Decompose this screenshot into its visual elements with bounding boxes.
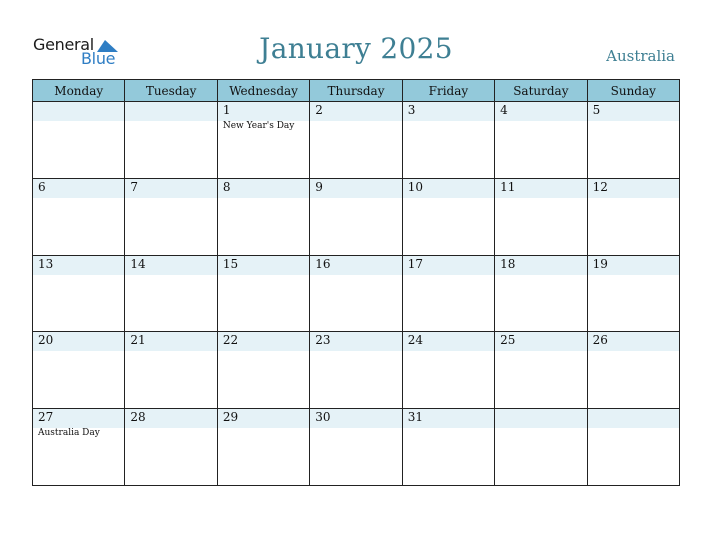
- day-cell: [495, 256, 587, 333]
- day-number: 18: [500, 256, 516, 271]
- day-cell: [588, 256, 680, 333]
- day-cell: [495, 332, 587, 409]
- day-number: 3: [407, 103, 416, 117]
- day-number: 28: [130, 410, 146, 425]
- country-label: Australia: [606, 47, 675, 65]
- day-number: 12: [592, 179, 608, 194]
- day-cell: [33, 409, 125, 486]
- day-number: 20: [38, 333, 54, 348]
- day-number: 11: [500, 179, 516, 194]
- day-cell: [495, 179, 587, 256]
- day-cell: [310, 332, 402, 409]
- day-cell: [588, 332, 680, 409]
- day-number: 13: [38, 256, 54, 271]
- day-number: 1: [222, 103, 231, 117]
- holiday-label: New Year's Day: [222, 121, 295, 131]
- day-number: 31: [407, 410, 423, 425]
- day-cell: [218, 409, 310, 486]
- weekday-header: Saturday: [495, 80, 587, 102]
- day-cell: [403, 332, 495, 409]
- day-cell: [403, 256, 495, 333]
- date-band: [33, 102, 124, 121]
- day-cell: [218, 332, 310, 409]
- day-number: 19: [592, 256, 608, 271]
- day-number: 10: [407, 179, 423, 194]
- day-cell: [33, 256, 125, 333]
- weekday-header: Monday: [33, 80, 125, 102]
- day-cell: [125, 256, 217, 333]
- day-cell: [588, 409, 680, 486]
- day-number: 14: [130, 256, 146, 271]
- day-number: 29: [222, 410, 239, 425]
- weekday-header: Friday: [403, 80, 495, 102]
- day-number: 5: [592, 103, 601, 117]
- day-number: 24: [407, 333, 423, 348]
- date-band: [218, 179, 309, 198]
- date-band: [495, 102, 586, 121]
- date-band: [403, 102, 494, 121]
- date-band: [588, 102, 679, 121]
- holiday-label: Australia Day: [38, 428, 100, 439]
- day-cell: [310, 409, 402, 486]
- day-number: 22: [222, 333, 239, 348]
- logo-general-text: General: [33, 35, 94, 54]
- day-number: 15: [222, 256, 239, 271]
- day-number: 26: [592, 333, 608, 348]
- weekday-header: Tuesday: [125, 80, 217, 102]
- date-band: [33, 179, 124, 198]
- day-cell: [125, 102, 217, 179]
- day-cell: [310, 102, 402, 179]
- day-cell: [125, 409, 217, 486]
- day-cell: [495, 102, 587, 179]
- day-cell: [403, 409, 495, 486]
- day-cell: [310, 256, 402, 333]
- weekday-header: Wednesday: [218, 80, 310, 102]
- day-cell: [33, 102, 125, 179]
- day-cell: [218, 102, 310, 179]
- day-cell: [588, 179, 680, 256]
- page-title: January 2025: [259, 32, 453, 65]
- day-number: 16: [315, 256, 331, 271]
- day-number: 21: [130, 333, 146, 348]
- day-number: 6: [38, 179, 46, 194]
- day-cell: [125, 179, 217, 256]
- day-number: 9: [315, 179, 323, 194]
- day-cell: [33, 332, 125, 409]
- day-number: 27: [38, 410, 54, 425]
- date-band: [310, 102, 401, 121]
- day-cell: [33, 179, 125, 256]
- date-band: [310, 179, 401, 198]
- date-band: [588, 409, 679, 428]
- day-cell: [218, 179, 310, 256]
- day-cell: [403, 179, 495, 256]
- day-number: 25: [500, 333, 516, 348]
- date-band: [125, 102, 216, 121]
- logo-blue-text: Blue: [81, 49, 116, 68]
- day-number: 7: [130, 179, 139, 194]
- calendar-grid: [32, 79, 680, 486]
- day-cell: [310, 179, 402, 256]
- date-band: [495, 409, 586, 428]
- day-cell: [403, 102, 495, 179]
- day-number: 4: [500, 103, 508, 117]
- day-cell: [218, 256, 310, 333]
- day-cell: [125, 332, 217, 409]
- weekday-header: Sunday: [588, 80, 680, 102]
- day-cell: [495, 409, 587, 486]
- day-number: 30: [315, 410, 331, 425]
- day-number: 2: [315, 103, 323, 117]
- day-number: 17: [407, 256, 423, 271]
- day-cell: [588, 102, 680, 179]
- date-band: [218, 102, 309, 121]
- day-number: 23: [315, 333, 331, 348]
- weekday-header: Thursday: [310, 80, 402, 102]
- date-band: [125, 179, 216, 198]
- day-number: 8: [222, 179, 231, 194]
